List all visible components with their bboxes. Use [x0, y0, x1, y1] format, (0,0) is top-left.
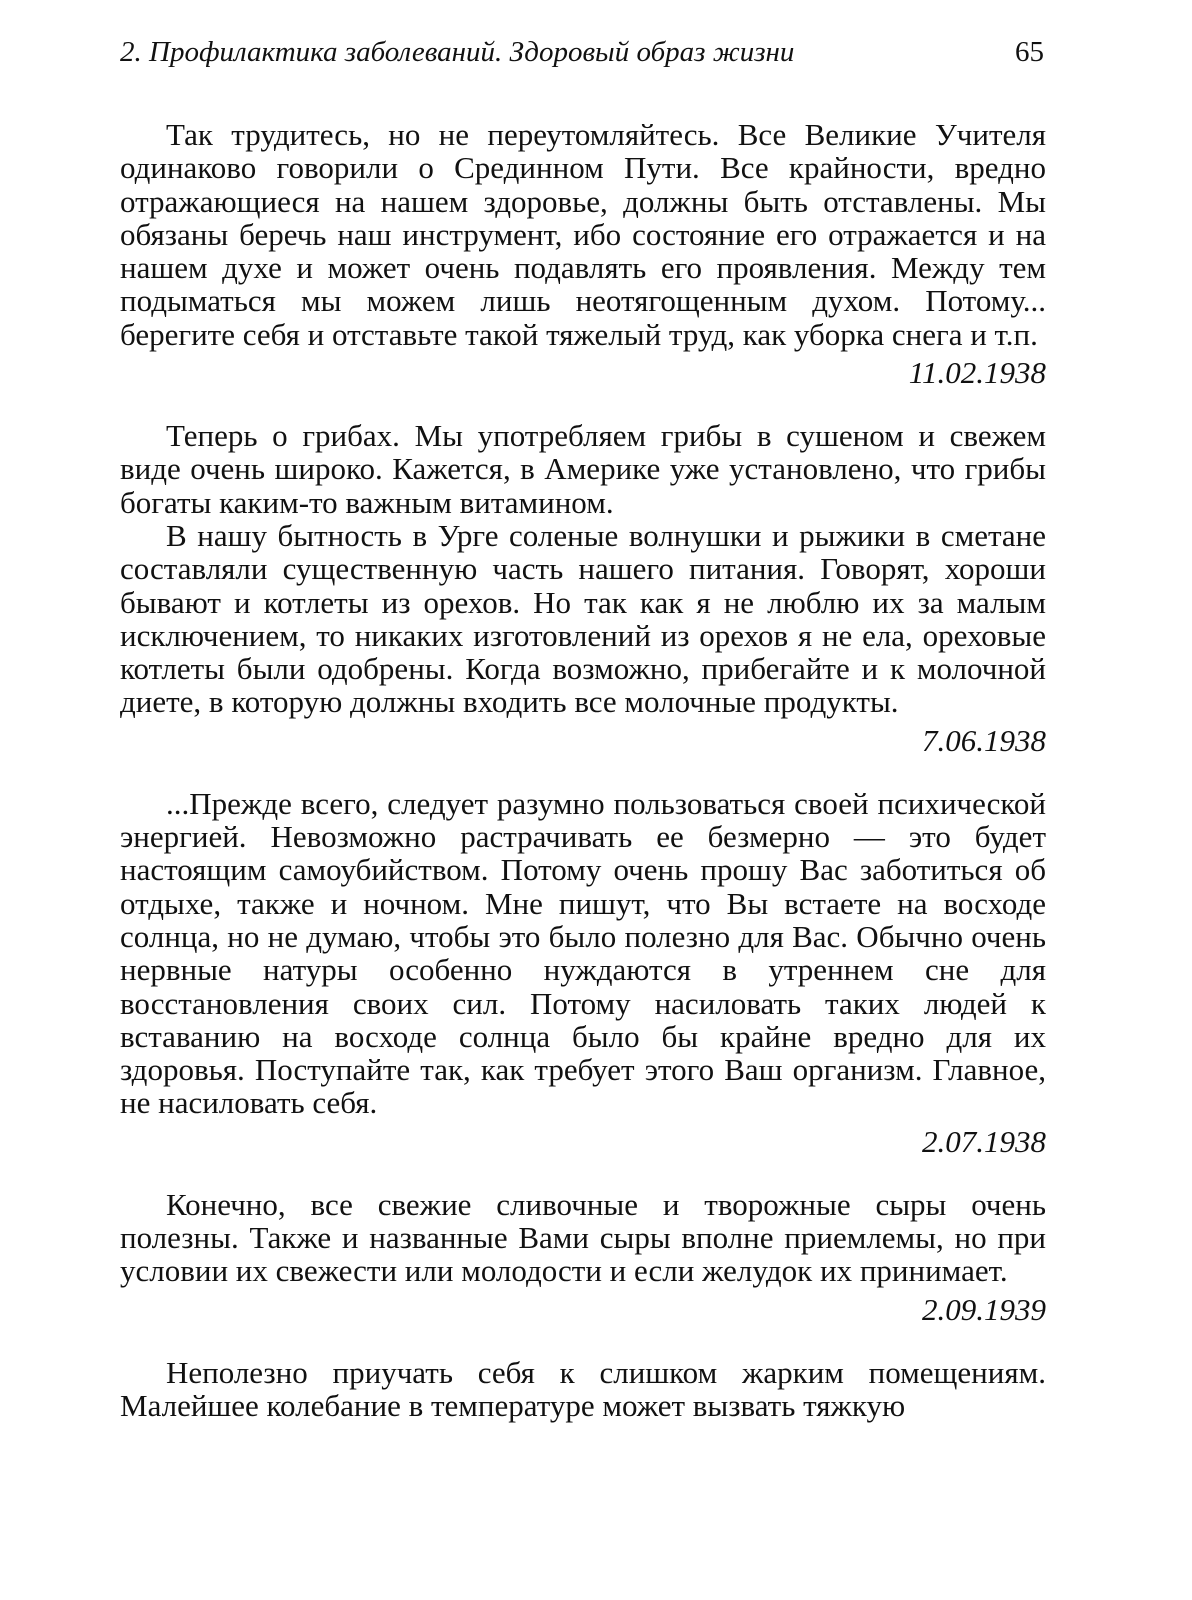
letter-entry — [120, 1188, 1046, 1328]
entry-date: 2.09.1939 — [922, 1291, 1046, 1327]
letter-entry — [120, 118, 1046, 391]
chapter-title: 2. Профилактика заболеваний. Здоровый образ жизни — [120, 36, 795, 68]
letter-entry — [120, 1356, 1046, 1423]
body-paragraph: Конечно, все свежие сливочные и творожные сыры очень полезны. Также и названные Вами сыры вполне приемлемы, но при условии их свежести или молодости и если желудок их принимает. — [120, 1186, 1046, 1289]
entry-date: 2.07.1938 — [922, 1123, 1046, 1159]
running-header — [120, 36, 1046, 88]
entry-date: 7.06.1938 — [922, 722, 1046, 758]
page-number: 65 — [1015, 36, 1044, 68]
body-paragraph: ...Прежде всего, следует разумно пользоваться своей психической энергией. Невозможно растрачивать ее безмерно — это будет настоящим самоубийством. Потому очень прошу Вас заботиться об отдыхе, также и ночном. Мне пишут, что Вы встаете на восходе солнца, но не думаю, чтобы это было полезно для Вас. Обычно очень нервные натуры особенно нуждаются в утреннем сне для восстановления своих сил. Потому насиловать таких людей к вставанию на восходе солнца было бы крайне вредно для их здоровья. Поступайте так, как требует этого Ваш организм. Главное, не насиловать себя. — [120, 785, 1046, 1121]
entry-date: 11.02.1938 — [908, 355, 1046, 391]
body-paragraph: Так трудитесь, но не переутомляйтесь. Все Великие Учителя одинаково говорили о Срединном Пути. Все крайности, вредно отражающиеся на нашем здоровье, должны быть отставлены. Мы обязаны беречь наш инструмент, ибо состояние его отражается и на нашем духе и может очень подавлять его проявления. Между тем подыматься мы можем лишь неотягощенным духом. Потому... берегите себя и отставьте такой тяжелый труд, как уборка снега и т.п. — [120, 117, 1046, 352]
body-paragraph: Теперь о грибах. Мы употребляем грибы в сушеном и свежем виде очень широко. Кажется, в Америке уже установлено, что грибы богаты каким-то важным витамином. — [120, 418, 1046, 520]
letter-entry — [120, 419, 1046, 759]
book-page — [120, 36, 1046, 1422]
body-paragraph: Неполезно приучать себя к слишком жарким помещениям. Малейшее колебание в температуре может вызвать тяжкую — [120, 1354, 1046, 1423]
body-paragraph: В нашу бытность в Урге соленые волнушки и рыжики в сметане составляли существенную часть нашего питания. Говорят, хороши бывают и котлеты из орехов. Но так как я не люблю их за малым исключением, то никаких изготовлений из орехов я не ела, ореховые котлеты были одобрены. Когда возможно, прибегайте и к молочной диете, в которую должны входить все молочные продукты. — [120, 517, 1046, 720]
letter-entry — [120, 787, 1046, 1160]
